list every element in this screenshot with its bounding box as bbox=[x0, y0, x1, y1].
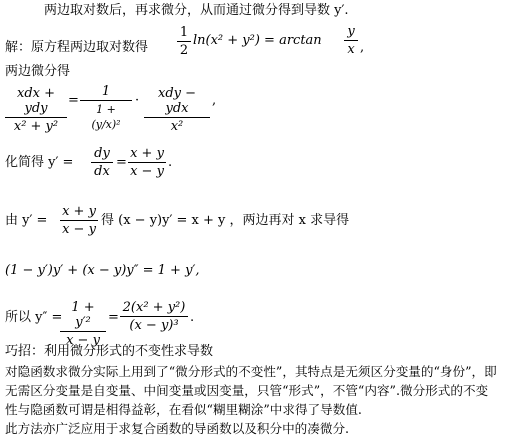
step3-dydx-fraction bbox=[91, 146, 113, 179]
step1-rhs-den: x bbox=[347, 42, 355, 57]
step1-lhs: ln(x² + y²) = arctan bbox=[193, 33, 322, 48]
step3-ratio-num: x + y bbox=[128, 146, 166, 163]
step2-right-fraction bbox=[144, 86, 210, 134]
step3-equals: = bbox=[116, 155, 127, 170]
step2-middle-den: 1 + (y/x)² bbox=[91, 103, 121, 131]
step4-den: x − y bbox=[62, 222, 96, 237]
step4-num: x + y bbox=[60, 204, 98, 221]
step1-half-num: 1 bbox=[177, 25, 191, 42]
step6-equals: = bbox=[108, 310, 119, 325]
step3-ratio-fraction bbox=[128, 146, 166, 179]
step3-dydx-num: dy bbox=[91, 146, 113, 163]
intro-text: 两边取对数后，再求微分，从而通过微分得到导数 y′. bbox=[44, 3, 349, 18]
step6-second-fraction bbox=[120, 300, 188, 333]
step1-rhs-num: y bbox=[344, 24, 358, 41]
step2-left-den: x² + y² bbox=[13, 119, 59, 134]
step4-lead: 由 y′ = bbox=[5, 213, 48, 228]
tip-title: 巧招：利用微分形式的不变性求导数 bbox=[5, 344, 214, 359]
step6-lead: 所以 y″ = bbox=[5, 310, 63, 325]
step2-lead: 两边微分得 bbox=[5, 64, 71, 79]
step1-half-den: 2 bbox=[179, 43, 189, 58]
step5-equation: (1 − y′)y′ + (x − y)y″ = 1 + y′, bbox=[5, 263, 200, 278]
step4-fraction bbox=[60, 204, 98, 237]
step1-lead: 解：原方程两边取对数得 bbox=[5, 40, 149, 55]
step6-first-fraction bbox=[60, 300, 106, 348]
tip-line-1: 对隐函数求微分实际上用到了“微分形式的不变性”，其特点是无须区分变量的“身份”，即 bbox=[5, 364, 497, 379]
step1-end: , bbox=[360, 40, 365, 55]
step2-right-den: x² bbox=[170, 119, 184, 134]
step3-end: . bbox=[168, 155, 173, 170]
step3-lead: 化简得 y′ = bbox=[5, 155, 74, 170]
step3-dydx-den: dx bbox=[94, 164, 110, 179]
step2-dot: · bbox=[135, 93, 140, 108]
tip-line-4: 此方法亦广泛应用于求复合函数的导函数以及积分中的凑微分. bbox=[5, 421, 350, 436]
step2-right-num: xdy − ydx bbox=[144, 86, 210, 118]
step1-half-fraction bbox=[177, 25, 191, 58]
step3-ratio-den: x − y bbox=[130, 164, 164, 179]
step2-equals: = bbox=[68, 93, 79, 108]
step4-continuation: 得 (x − y)y′ = x + y ，两边再对 x 求导得 bbox=[101, 213, 350, 228]
step6-second-num: 2(x² + y²) bbox=[120, 300, 188, 317]
step6-first-num: 1 + y′² bbox=[60, 300, 106, 332]
tip-line-2: 无需区分变量是自变量、中间变量或因变量，只管“形式”，不管“内容”.微分形式的不变 bbox=[5, 383, 489, 398]
tip-line-3: 性与隐函数可谓是相得益彰，在看似“糊里糊涂”中求得了导数值. bbox=[5, 402, 362, 417]
step1-rhs-fraction bbox=[344, 24, 358, 57]
step6-first-den: x − y bbox=[66, 333, 100, 348]
step2-end: , bbox=[212, 93, 217, 108]
step2-middle-num: 1 bbox=[80, 84, 132, 101]
step2-middle-fraction bbox=[80, 84, 132, 132]
step6-second-den: (x − y)³ bbox=[129, 318, 179, 333]
step6-end: . bbox=[190, 310, 195, 325]
step2-left-fraction bbox=[5, 86, 67, 134]
step2-left-num: xdx + ydy bbox=[5, 86, 67, 118]
